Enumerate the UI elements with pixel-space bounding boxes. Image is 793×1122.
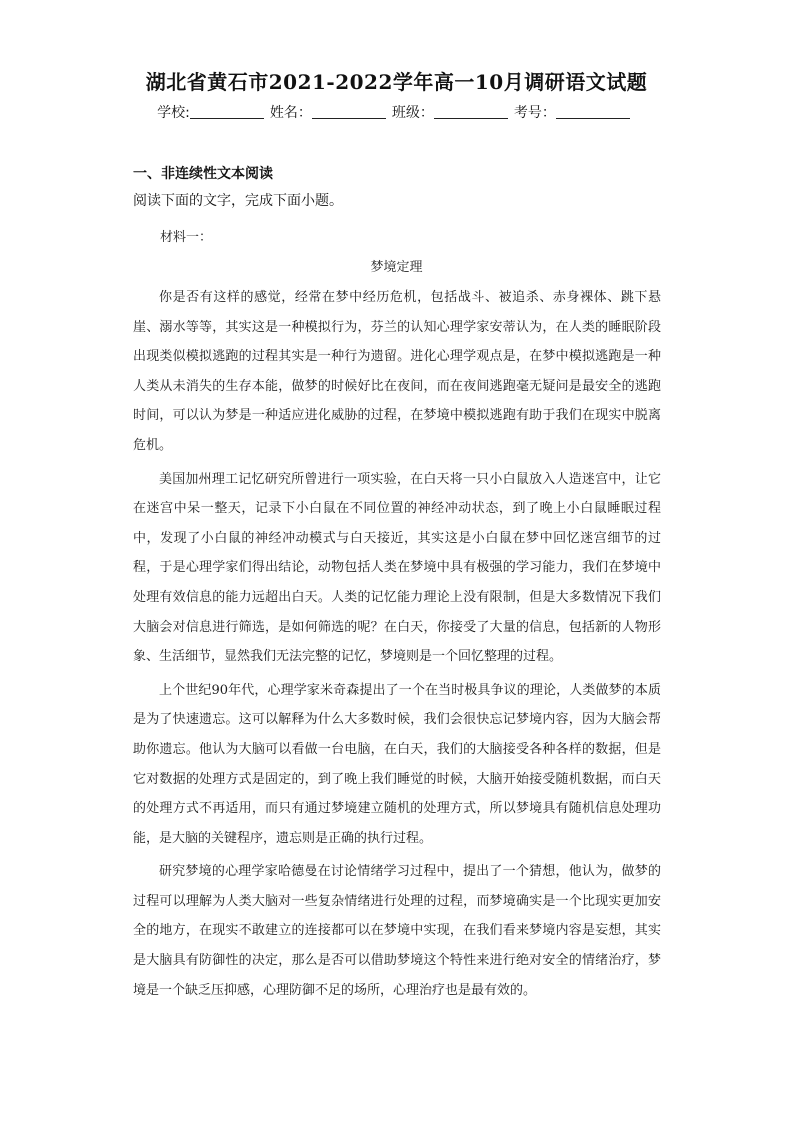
class-label: 班级： <box>391 105 434 121</box>
school-blank[interactable] <box>190 104 264 119</box>
school-label: 学校: <box>157 105 190 121</box>
article-body <box>133 283 661 1005</box>
name-label: 姓名： <box>269 105 312 121</box>
article-title: 梦境定理 <box>370 260 423 275</box>
paragraph: 你是否有这样的感觉，经常在梦中经历危机，包括战斗、被追杀、赤身裸体、跳下悬崖、溺水等等，其实这是一种模拟行为，芬兰的认知心理学家安蒂认为，在人类的睡眠阶段出现类似模拟逃跑的过程其实是一种行为遗留。进化心理学观点是，在梦中模拟逃跑是一种人类从未消失的生存本能，做梦的时候好比在夜间，而在夜间逃跑毫无疑问是最安全的逃跑时间，可以认为梦是一种适应进化威胁的过程，在梦境中模拟逃跑有助于我们在现实中脱离危机。 <box>133 290 661 453</box>
exam-number-label: 考号： <box>513 105 556 121</box>
reading-instruction: 阅读下面的文字，完成下面小题。 <box>133 193 343 209</box>
section-heading: 一、非连续性文本阅读 <box>133 166 273 182</box>
exam-title: 湖北省黄石市2021-2022学年高一10月调研语文试题 <box>145 70 648 94</box>
material-label: 材料一： <box>160 230 213 245</box>
name-blank[interactable] <box>312 104 386 119</box>
paragraph: 研究梦境的心理学家哈德曼在讨论情绪学习过程中，提出了一个猜想，他认为，做梦的过程可以理解为人类大脑对一些复杂情绪进行处理的过程，而梦境确实是一个比现实更加安全的地方，在现实不敢建立的连接都可以在梦境中实现，在我们看来梦境内容是妄想，其实是大脑具有防御性的决定，那么是否可以借助梦境这个特性来进行绝对安全的情绪治疗，梦境是一个缺乏压抑感，心理防御不足的场所，心理治疗也是最有效的。 <box>133 864 661 998</box>
student-info-row <box>0 102 793 122</box>
paragraph: 上个世纪90年代，心理学家米奇森提出了一个在当时极具争议的理论，人类做梦的本质是为了快速遗忘。这可以解释为什么大多数时候，我们会很快忘记梦境内容，因为大脑会帮助你遗忘。他认为大脑可以看做一台电脑，在白天，我们的大脑接受各种各样的数据，但是它对数据的处理方式是固定的，到了晚上我们睡觉的时候，大脑开始接受随机数据，而白天的处理方式不再适用，而只有通过梦境建立随机的处理方式，所以梦境具有随机信息处理功能，是大脑的关键程序，遗忘则是正确的执行过程。 <box>133 682 661 846</box>
class-blank[interactable] <box>434 104 508 119</box>
exam-number-blank[interactable] <box>556 104 630 119</box>
paragraph: 美国加州理工记忆研究所曾进行一项实验，在白天将一只小白鼠放入人造迷宫中，让它在迷宫中呆一整天，记录下小白鼠在不同位置的神经冲动状态，到了晚上小白鼠睡眠过程中，发现了小白鼠的神经冲动模式与白天接近，其实这是小白鼠在梦中回忆迷宫细节的过程，于是心理学家们得出结论，动物包括人类在梦境中具有极强的学习能力，我们在梦境中处理有效信息的能力远超出白天。人类的记忆能力理论上没有限制，但是大多数情况下我们大脑会对信息进行筛选，是如何筛选的呢？在白天，你接受了大量的信息，包括新的人物形象、生活细节，显然我们无法完整的记忆，梦境则是一个回忆整理的过程。 <box>133 471 661 665</box>
